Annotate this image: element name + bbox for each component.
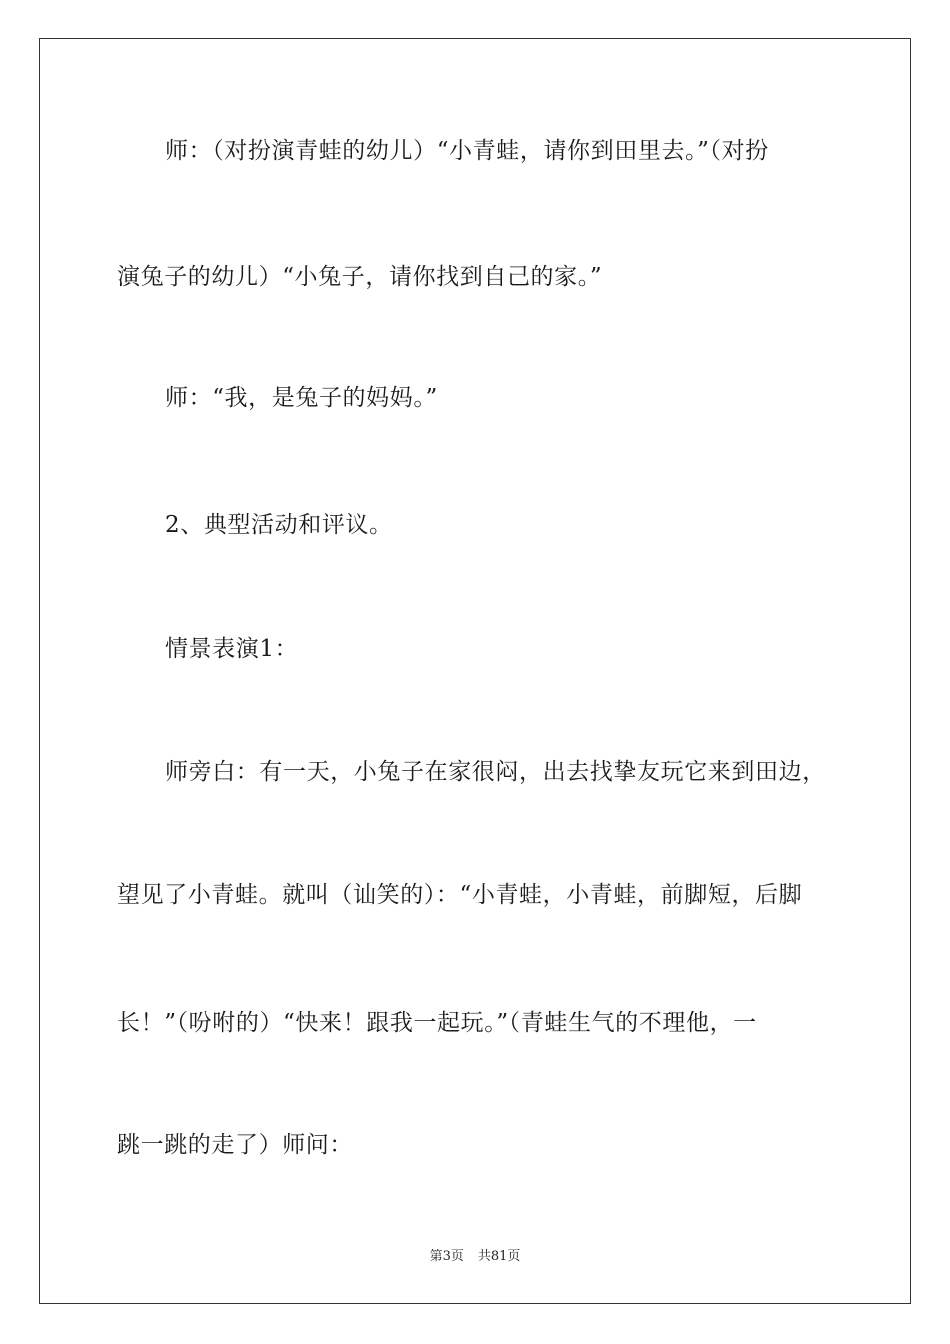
page-footer — [0, 1248, 950, 1266]
paragraph-line-3: 师：“我，是兔子的妈妈。” — [165, 385, 438, 411]
section-heading: 2、典型活动和评议。 — [165, 512, 393, 538]
scene-heading: 情景表演1： — [165, 636, 299, 662]
paragraph-line-1: 师：（对扮演青蛙的幼儿）“小青蛙，请你到田里去。”（对扮 — [165, 138, 769, 164]
page-total: 共81页 — [477, 1249, 521, 1264]
page-number: 第3页 — [429, 1249, 464, 1264]
paragraph-line-2: 演兔子的幼儿）“小兔子，请你找到自己的家。” — [117, 264, 603, 290]
paragraph-line-6: 师旁白：有一天，小兔子在家很闷，出去找挚友玩它来到田边， — [165, 759, 826, 785]
paragraph-line-8: 长！”（吩咐的）“快来！跟我一起玩。”（青蛙生气的不理他，一 — [117, 1010, 757, 1036]
page-frame — [39, 38, 911, 1304]
paragraph-line-9: 跳一跳的走了）师问： — [117, 1132, 353, 1158]
paragraph-line-7: 望见了小青蛙。就叫（讪笑的）：“小青蛙，小青蛙，前脚短，后脚 — [117, 882, 803, 908]
